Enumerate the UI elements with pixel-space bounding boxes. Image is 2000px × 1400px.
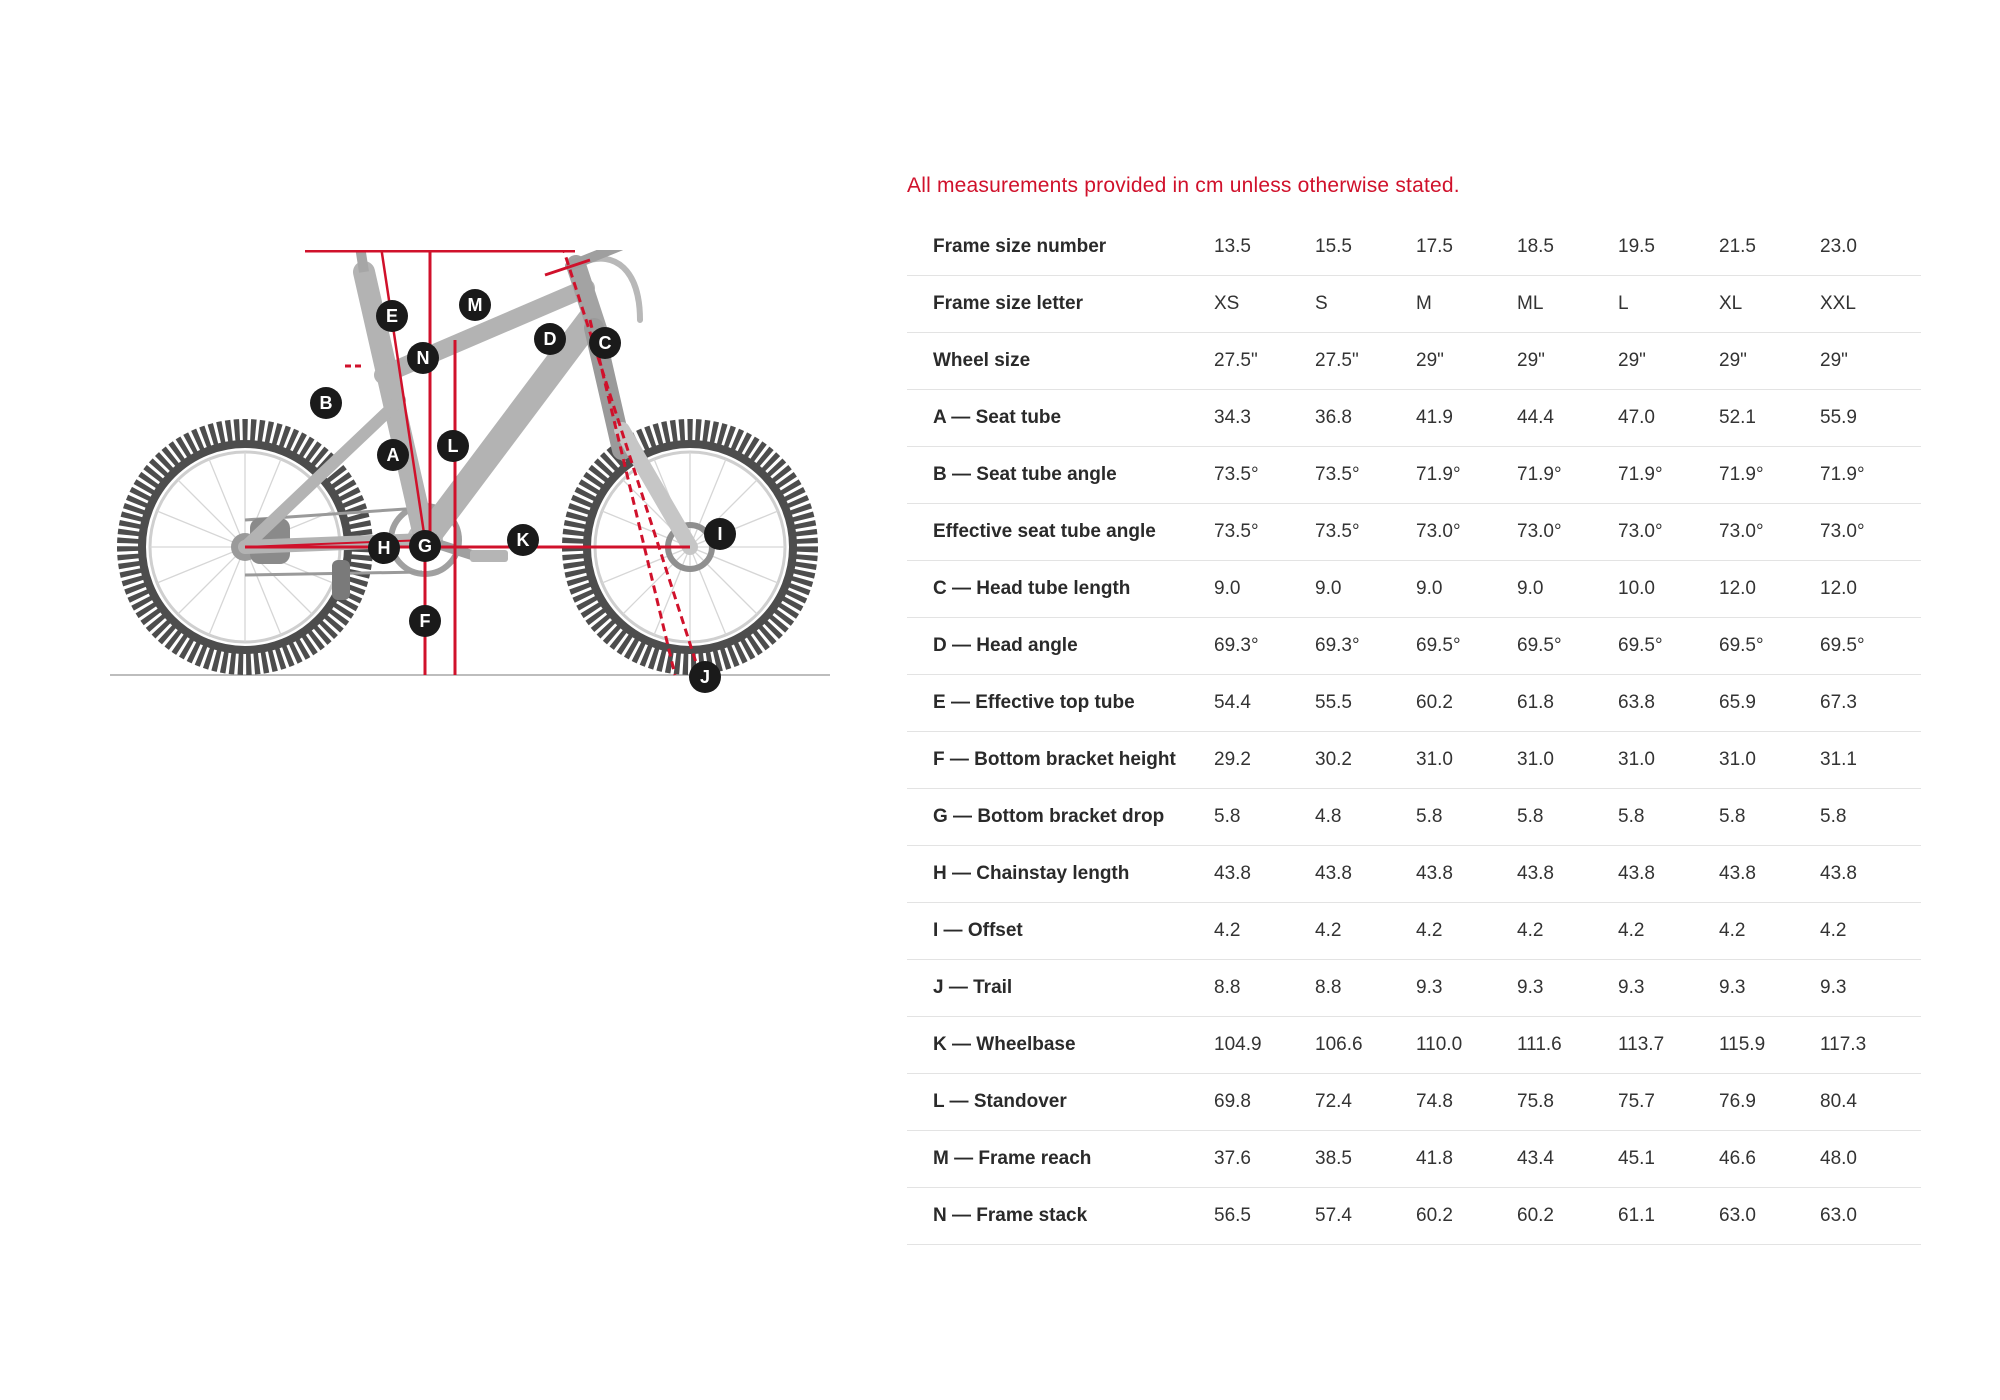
cell-value: 73.5° — [1214, 447, 1315, 504]
svg-text:N: N — [416, 348, 430, 368]
cell-value: 113.7 — [1618, 1017, 1719, 1074]
row-label: M — Frame reach — [907, 1131, 1214, 1188]
table-row — [907, 276, 1921, 333]
cell-value: 43.4 — [1517, 1131, 1618, 1188]
cell-value: 73.5° — [1315, 447, 1416, 504]
cell-value: 69.8 — [1214, 1074, 1315, 1131]
row-label: I — Offset — [907, 903, 1214, 960]
cell-value: 52.1 — [1719, 390, 1820, 447]
cell-value: 38.5 — [1315, 1131, 1416, 1188]
cell-value: 43.8 — [1618, 846, 1719, 903]
cell-value: 9.3 — [1416, 960, 1517, 1017]
cell-value: 71.9° — [1618, 447, 1719, 504]
cell-value: 5.8 — [1517, 789, 1618, 846]
row-label: J — Trail — [907, 960, 1214, 1017]
marker-m — [459, 289, 491, 321]
marker-n — [407, 342, 439, 374]
measurement-note: All measurements provided in cm unless otherwise stated. — [907, 174, 1460, 197]
cell-value: 104.9 — [1214, 1017, 1315, 1074]
cell-value: 9.0 — [1315, 561, 1416, 618]
row-label: Frame size letter — [907, 276, 1214, 333]
marker-e — [376, 300, 408, 332]
marker-l — [437, 430, 469, 462]
row-label: N — Frame stack — [907, 1188, 1214, 1245]
cell-value: 4.2 — [1416, 903, 1517, 960]
marker-f — [409, 605, 441, 637]
cell-value: 117.3 — [1820, 1017, 1921, 1074]
cell-value: 37.6 — [1214, 1131, 1315, 1188]
cell-value: 69.3° — [1214, 618, 1315, 675]
cell-value: 63.0 — [1820, 1188, 1921, 1245]
marker-g — [409, 530, 441, 562]
cell-value: 46.6 — [1719, 1131, 1820, 1188]
cell-value: 4.2 — [1315, 903, 1416, 960]
cell-value: 4.2 — [1214, 903, 1315, 960]
marker-k — [507, 524, 539, 556]
marker-h — [368, 532, 400, 564]
row-label: B — Seat tube angle — [907, 447, 1214, 504]
cell-value: 31.0 — [1416, 732, 1517, 789]
cell-value: 73.0° — [1416, 504, 1517, 561]
cell-value: 45.1 — [1618, 1131, 1719, 1188]
row-label: A — Seat tube — [907, 390, 1214, 447]
svg-text:G: G — [417, 536, 433, 556]
row-label: G — Bottom bracket drop — [907, 789, 1214, 846]
marker-a — [377, 439, 409, 471]
cell-value: XXL — [1820, 276, 1921, 333]
marker-i — [704, 518, 736, 550]
geometry-table — [907, 219, 1921, 1245]
cell-value: 67.3 — [1820, 675, 1921, 732]
table-row — [907, 732, 1921, 789]
cell-value: 73.0° — [1517, 504, 1618, 561]
cell-value: 61.1 — [1618, 1188, 1719, 1245]
cell-value: 80.4 — [1820, 1074, 1921, 1131]
cell-value: M — [1416, 276, 1517, 333]
cell-value: 9.3 — [1820, 960, 1921, 1017]
table-row — [907, 903, 1921, 960]
cell-value: 60.2 — [1416, 675, 1517, 732]
cell-value: 27.5" — [1214, 333, 1315, 390]
cell-value: 41.9 — [1416, 390, 1517, 447]
cell-value: 31.1 — [1820, 732, 1921, 789]
row-label: L — Standover — [907, 1074, 1214, 1131]
marker-c — [589, 327, 621, 359]
marker-b — [310, 387, 342, 419]
cell-value: 72.4 — [1315, 1074, 1416, 1131]
table-row — [907, 1017, 1921, 1074]
cell-value: 61.8 — [1517, 675, 1618, 732]
cell-value: 43.8 — [1517, 846, 1618, 903]
cell-value: 73.0° — [1820, 504, 1921, 561]
svg-text:D: D — [543, 329, 557, 349]
svg-text:F: F — [419, 611, 431, 631]
cell-value: 19.5 — [1618, 219, 1719, 276]
cell-value: 4.8 — [1315, 789, 1416, 846]
cell-value: 55.9 — [1820, 390, 1921, 447]
table-row — [907, 333, 1921, 390]
cell-value: 9.3 — [1719, 960, 1820, 1017]
table-row — [907, 789, 1921, 846]
cell-value: 29.2 — [1214, 732, 1315, 789]
table-row — [907, 219, 1921, 276]
row-label: F — Bottom bracket height — [907, 732, 1214, 789]
table-row — [907, 390, 1921, 447]
svg-text:E: E — [385, 306, 399, 326]
cell-value: 44.4 — [1517, 390, 1618, 447]
cell-value: 29" — [1618, 333, 1719, 390]
cell-value: 73.5° — [1214, 504, 1315, 561]
cell-value: 111.6 — [1517, 1017, 1618, 1074]
cell-value: 56.5 — [1214, 1188, 1315, 1245]
cell-value: 12.0 — [1820, 561, 1921, 618]
cell-value: 36.8 — [1315, 390, 1416, 447]
svg-text:I: I — [717, 524, 723, 544]
cell-value: 5.8 — [1416, 789, 1517, 846]
cell-value: 47.0 — [1618, 390, 1719, 447]
cell-value: 54.4 — [1214, 675, 1315, 732]
table-row — [907, 846, 1921, 903]
row-label: Wheel size — [907, 333, 1214, 390]
cell-value: 31.0 — [1719, 732, 1820, 789]
cell-value: XS — [1214, 276, 1315, 333]
cell-value: 69.5° — [1517, 618, 1618, 675]
table-row — [907, 618, 1921, 675]
cell-value: 73.0° — [1719, 504, 1820, 561]
row-label: Effective seat tube angle — [907, 504, 1214, 561]
cell-value: 63.8 — [1618, 675, 1719, 732]
cell-value: 30.2 — [1315, 732, 1416, 789]
cell-value: 4.2 — [1517, 903, 1618, 960]
cell-value: 43.8 — [1214, 846, 1315, 903]
svg-text:K: K — [516, 530, 530, 550]
marker-d — [534, 323, 566, 355]
table-row — [907, 561, 1921, 618]
cell-value: 69.5° — [1618, 618, 1719, 675]
cell-value: 115.9 — [1719, 1017, 1820, 1074]
cell-value: 4.2 — [1719, 903, 1820, 960]
cell-value: 57.4 — [1315, 1188, 1416, 1245]
svg-text:H: H — [377, 538, 391, 558]
cell-value: 27.5" — [1315, 333, 1416, 390]
cell-value: 43.8 — [1820, 846, 1921, 903]
cell-value: 5.8 — [1214, 789, 1315, 846]
cell-value: 21.5 — [1719, 219, 1820, 276]
cell-value: 9.0 — [1416, 561, 1517, 618]
cell-value: 18.5 — [1517, 219, 1618, 276]
cell-value: 31.0 — [1517, 732, 1618, 789]
cell-value: 8.8 — [1214, 960, 1315, 1017]
cell-value: 65.9 — [1719, 675, 1820, 732]
cell-value: 17.5 — [1416, 219, 1517, 276]
cell-value: 71.9° — [1416, 447, 1517, 504]
cell-value: 71.9° — [1517, 447, 1618, 504]
table-row — [907, 504, 1921, 561]
cell-value: 10.0 — [1618, 561, 1719, 618]
cell-value: 5.8 — [1618, 789, 1719, 846]
cell-value: 8.8 — [1315, 960, 1416, 1017]
table-row — [907, 447, 1921, 504]
cell-value: 60.2 — [1517, 1188, 1618, 1245]
cell-value: 55.5 — [1315, 675, 1416, 732]
cell-value: L — [1618, 276, 1719, 333]
svg-text:A: A — [386, 445, 400, 465]
cell-value: 9.3 — [1517, 960, 1618, 1017]
row-label: Frame size number — [907, 219, 1214, 276]
row-label: D — Head angle — [907, 618, 1214, 675]
cell-value: 110.0 — [1416, 1017, 1517, 1074]
svg-text:M: M — [467, 295, 483, 315]
cell-value: S — [1315, 276, 1416, 333]
cell-value: 43.8 — [1719, 846, 1820, 903]
table-row — [907, 1074, 1921, 1131]
marker-j — [689, 661, 721, 693]
cell-value: 4.2 — [1820, 903, 1921, 960]
cell-value: 63.0 — [1719, 1188, 1820, 1245]
cell-value: 9.3 — [1618, 960, 1719, 1017]
cell-value: 73.0° — [1618, 504, 1719, 561]
cell-value: 60.2 — [1416, 1188, 1517, 1245]
cell-value: 48.0 — [1820, 1131, 1921, 1188]
row-label: K — Wheelbase — [907, 1017, 1214, 1074]
cell-value: 15.5 — [1315, 219, 1416, 276]
cell-value: 71.9° — [1820, 447, 1921, 504]
cell-value: 13.5 — [1214, 219, 1315, 276]
cell-value: 5.8 — [1719, 789, 1820, 846]
cell-value: 43.8 — [1315, 846, 1416, 903]
cell-value: 69.5° — [1719, 618, 1820, 675]
cell-value: 31.0 — [1618, 732, 1719, 789]
cell-value: 29" — [1416, 333, 1517, 390]
cell-value: 43.8 — [1416, 846, 1517, 903]
cell-value: 5.8 — [1820, 789, 1921, 846]
svg-text:J: J — [699, 667, 711, 687]
table-row — [907, 675, 1921, 732]
table-row — [907, 1131, 1921, 1188]
cell-value: 71.9° — [1719, 447, 1820, 504]
cell-value: 75.7 — [1618, 1074, 1719, 1131]
cell-value: 12.0 — [1719, 561, 1820, 618]
cell-value: ML — [1517, 276, 1618, 333]
cell-value: 69.5° — [1416, 618, 1517, 675]
cell-value: 76.9 — [1719, 1074, 1820, 1131]
cell-value: 73.5° — [1315, 504, 1416, 561]
cell-value: 29" — [1820, 333, 1921, 390]
cell-value: 9.0 — [1214, 561, 1315, 618]
cell-value: 9.0 — [1517, 561, 1618, 618]
row-label: E — Effective top tube — [907, 675, 1214, 732]
cell-value: 29" — [1517, 333, 1618, 390]
cell-value: 75.8 — [1517, 1074, 1618, 1131]
cell-value: 106.6 — [1315, 1017, 1416, 1074]
saddle — [280, 250, 419, 272]
svg-text:C: C — [598, 333, 612, 353]
cell-value: 69.3° — [1315, 618, 1416, 675]
cell-value: 4.2 — [1618, 903, 1719, 960]
cell-value: 23.0 — [1820, 219, 1921, 276]
cell-value: 34.3 — [1214, 390, 1315, 447]
table-row — [907, 960, 1921, 1017]
cell-value: 41.8 — [1416, 1131, 1517, 1188]
cell-value: 69.5° — [1820, 618, 1921, 675]
cell-value: XL — [1719, 276, 1820, 333]
table-row — [907, 1188, 1921, 1245]
svg-text:L: L — [447, 436, 459, 456]
cell-value: 29" — [1719, 333, 1820, 390]
row-label: H — Chainstay length — [907, 846, 1214, 903]
svg-text:B: B — [319, 393, 333, 413]
row-label: C — Head tube length — [907, 561, 1214, 618]
cell-value: 74.8 — [1416, 1074, 1517, 1131]
bike-geometry-diagram — [100, 250, 840, 710]
